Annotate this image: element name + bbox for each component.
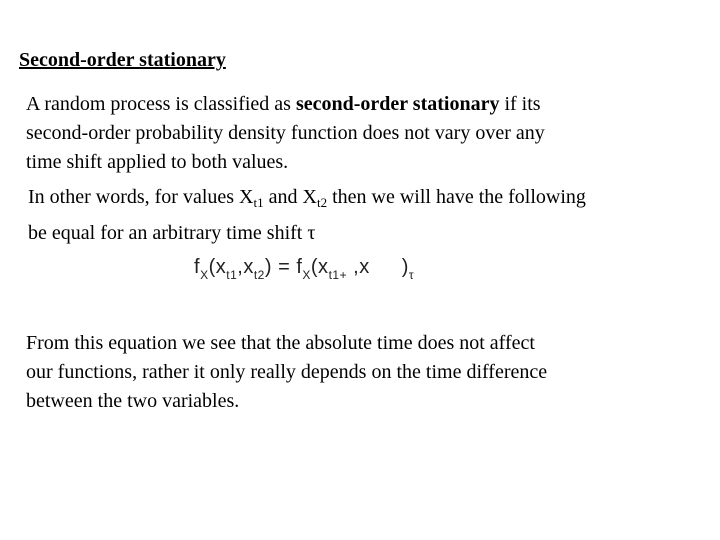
restatement-line-1: In other words, for values $X_{t1}$ and $X_{t2}$ then we will have the following xyxy=(28,186,586,210)
conclusion-line-1: From this equation we see that the absolute time does not affect xyxy=(26,332,535,354)
definition-line-3: time shift applied to both values. xyxy=(26,151,289,173)
restatement-paragraph xyxy=(28,182,586,248)
conclusion-paragraph xyxy=(26,329,547,416)
stationarity-equation: $f_X(x_{t1},x_{t2}) = f_X(x_{t1+}$ ,x )$_\tau$ xyxy=(194,256,415,282)
definition-line-2: second-order probability density function does not vary over any xyxy=(26,122,545,144)
conclusion-line-3: between the two variables. xyxy=(26,390,240,412)
conclusion-line-2: our functions, rather it only really depends on the time difference xyxy=(26,361,548,383)
definition-paragraph xyxy=(26,90,545,177)
restatement-line-2: be equal for an arbitrary time shift τ xyxy=(28,222,316,244)
key-term: second-order stationary xyxy=(295,93,500,115)
slide-title: Second-order stationary xyxy=(19,49,226,71)
definition-line-1: A random process is classified as second-order stationary if its xyxy=(26,93,541,115)
